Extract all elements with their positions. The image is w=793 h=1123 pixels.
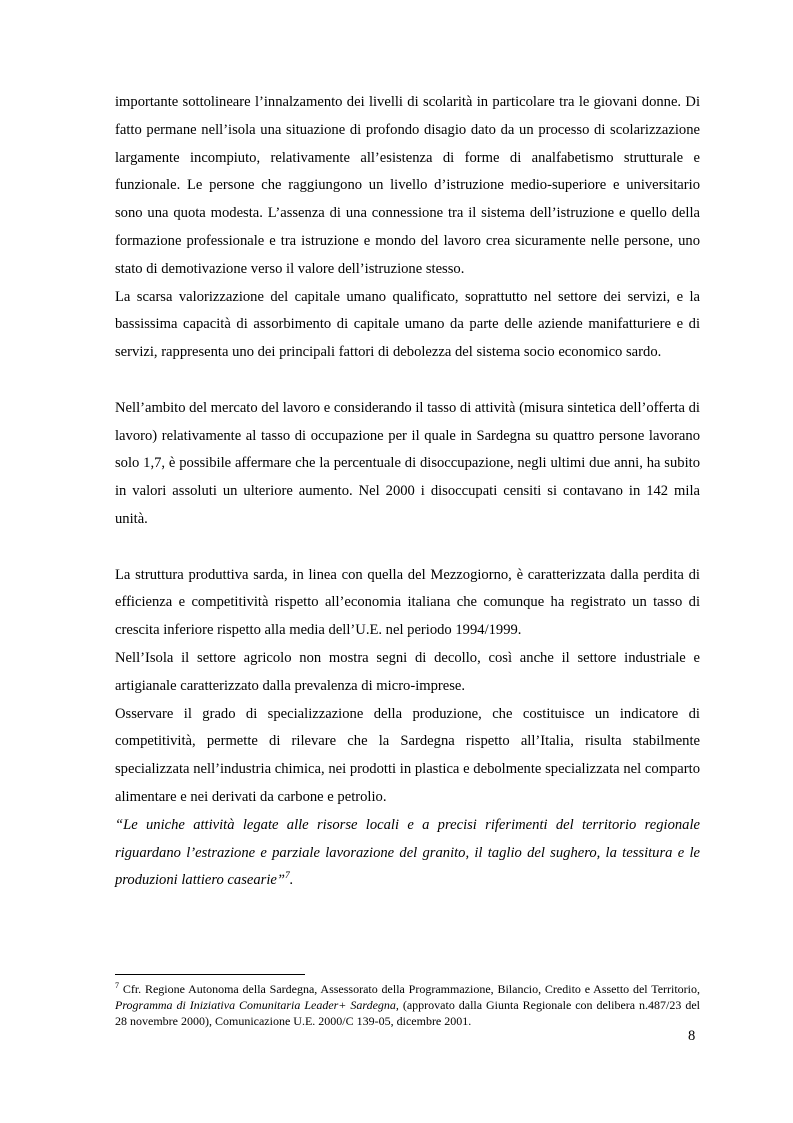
paragraph: importante sottolineare l’innalzamento dei livelli di scolarità in particolare tra le giovani donne. Di fatto permane nell’isola una situazione di profondo disagio dato da un processo di scolarizzazione largamente incompiuto, relativamente all’esistenza di forme di analfabetismo strutturale e funzionale. Le persone che raggiungono un livello d’istruzione medio-superiore e universitario sono una quota modesta. L’assenza di una connessione tra il sistema dell’istruzione e quello della formazione professionale e tra istruzione e mondo del lavoro crea sicuramente nelle persone, uno stato di demotivazione verso il valore dell’istruzione stesso. [115, 94, 700, 277]
footnote-number: 7 [115, 981, 119, 990]
quotation [115, 812, 700, 895]
footnote-text: Cfr. Regione Autonoma della Sardegna, Assessorato della Programmazione, Bilancio, Credito e Assetto del Territorio, [122, 982, 701, 996]
paragraph: Nell’Isola il settore agricolo non mostra segni di decollo, così anche il settore industriale e artigianale caratterizzato dalla prevalenza di micro-imprese. [115, 649, 700, 694]
paragraph-spacer [115, 534, 700, 562]
paragraph: Nell’ambito del mercato del lavoro e considerando il tasso di attività (misura sintetica dell’offerta di lavoro) relativamente al tasso di occupazione per il quale in Sardegna su quattro persone lavorano solo 1,7, è possibile affermare che la percentuale di disoccupazione, negli ultimi due anni, ha subito in valori assoluti un ulteriore aumento. Nel 2000 i disoccupati censiti si contavano in 142 mila unità. [115, 399, 700, 527]
footnote-ref[interactable]: 7 [285, 871, 290, 882]
paragraph: La scarsa valorizzazione del capitale umano qualificato, soprattutto nel settore dei servizi, e la bassissima capacità di assorbimento di capitale umano da parte delle aziende manifatturiere e di servizi, rappresenta uno dei principali fattori di debolezza del sistema socio economico sardo. [115, 288, 700, 361]
footnote [115, 981, 700, 1029]
quotation-text: “Le uniche attività legate alle risorse locali e a precisi riferimenti del territorio regionale riguardano l’estrazione e parziale lavorazione del granito, il taglio del sughero, la tessitura e le produzioni lattiero casearie” [115, 816, 700, 889]
paragraph: Osservare il grado di specializzazione della produzione, che costituisce un indicatore di competitività, permette di rilevare che la Sardegna rispetto all’Italia, risulta stabilmente specializzata nell’industria chimica, nei prodotti in plastica e debolmente specializzata nel comparto alimentare e nei derivati da carbone e petrolio. [115, 705, 700, 805]
paragraph-spacer [115, 367, 700, 395]
quotation-end: . [289, 872, 294, 889]
page-number: 8 [688, 1028, 696, 1044]
footnote-title: Programma di Iniziativa Comunitaria Leader+ Sardegna, [115, 998, 399, 1012]
paragraph: La struttura produttiva sarda, in linea con quella del Mezzogiorno, è caratterizzata dalla perdita di efficienza e competitività rispetto all’economia italiana che comunque ha registrato un tasso di crescita inferiore rispetto alla media dell’U.E. nel periodo 1994/1999. [115, 566, 700, 639]
body-text [115, 89, 700, 895]
footnote-text-end: (approvato dalla Giunta Regionale con delibera n.487/23 del 28 novembre 2000), Comunicazione U.E. 2000/C 139-05, dicembre 2001. [115, 998, 700, 1028]
footnote-divider [115, 974, 305, 975]
